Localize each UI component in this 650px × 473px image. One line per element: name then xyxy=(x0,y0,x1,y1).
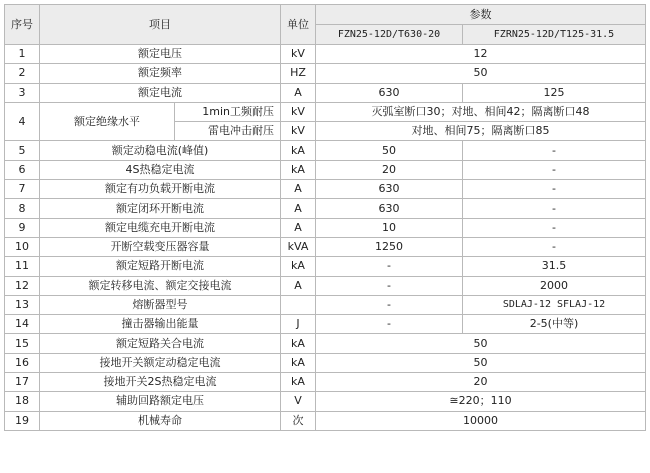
table-row xyxy=(5,411,646,430)
row-value-b: - xyxy=(463,160,646,179)
header-params: 参数 xyxy=(316,5,646,25)
row-value-a: - xyxy=(316,315,463,334)
row-value-a: 50 xyxy=(316,141,463,160)
row-unit: kVA xyxy=(281,237,316,256)
table-row xyxy=(5,315,646,334)
row-unit: A xyxy=(281,199,316,218)
row-no: 12 xyxy=(5,276,40,295)
row-item: 辅助回路额定电压 xyxy=(40,392,281,411)
row-no: 7 xyxy=(5,180,40,199)
row-value: 20 xyxy=(316,373,646,392)
row-no: 14 xyxy=(5,315,40,334)
spec-table xyxy=(4,4,646,431)
row-item: 额定频率 xyxy=(40,64,281,83)
table-row xyxy=(5,218,646,237)
row-unit: kV xyxy=(281,45,316,64)
row-value-b: 2-5(中等) xyxy=(463,315,646,334)
table-row xyxy=(5,83,646,102)
row-unit: HZ xyxy=(281,64,316,83)
table-row xyxy=(5,180,646,199)
table-row xyxy=(5,276,646,295)
row-item: 4S热稳定电流 xyxy=(40,160,281,179)
row-value-b: - xyxy=(463,237,646,256)
row-value: 50 xyxy=(316,353,646,372)
row-item: 接地开关额定动稳定电流 xyxy=(40,353,281,372)
row-value: 50 xyxy=(316,334,646,353)
row-no: 2 xyxy=(5,64,40,83)
row-no: 16 xyxy=(5,353,40,372)
row-unit: kV xyxy=(281,102,316,121)
row-value-a: - xyxy=(316,276,463,295)
row-value-b: 125 xyxy=(463,83,646,102)
row-unit: kA xyxy=(281,334,316,353)
row-unit xyxy=(281,295,316,314)
header-item: 项目 xyxy=(40,5,281,45)
row-item: 额定短路开断电流 xyxy=(40,257,281,276)
row-no: 4 xyxy=(5,102,40,141)
row-item: 额定绝缘水平 xyxy=(40,102,175,141)
header-unit: 单位 xyxy=(281,5,316,45)
row-item: 额定短路关合电流 xyxy=(40,334,281,353)
row-item: 额定电缆充电开断电流 xyxy=(40,218,281,237)
row-item: 额定转移电流、额定交接电流 xyxy=(40,276,281,295)
row-value-b: - xyxy=(463,141,646,160)
row-no: 1 xyxy=(5,45,40,64)
row-value: 灭弧室断口30；对地、相间42；隔离断口48 xyxy=(316,102,646,121)
row-value-a: 1250 xyxy=(316,237,463,256)
row-value: 10000 xyxy=(316,411,646,430)
row-value: 12 xyxy=(316,45,646,64)
table-row xyxy=(5,392,646,411)
row-value-a: - xyxy=(316,257,463,276)
row-unit: A xyxy=(281,83,316,102)
row-value-b: 2000 xyxy=(463,276,646,295)
row-no: 15 xyxy=(5,334,40,353)
header-seq: 序号 xyxy=(5,5,40,45)
row-subitem: 雷电冲击耐压 xyxy=(175,122,281,141)
header-model-a: FZN25-12D/T630-20 xyxy=(316,25,463,45)
row-value-b: SDLAJ-12 SFLAJ-12 xyxy=(463,295,646,314)
row-unit: kA xyxy=(281,141,316,160)
row-no: 11 xyxy=(5,257,40,276)
row-unit: kA xyxy=(281,257,316,276)
header-model-b: FZRN25-12D/T125-31.5 xyxy=(463,25,646,45)
row-item: 额定电流 xyxy=(40,83,281,102)
row-item: 额定电压 xyxy=(40,45,281,64)
table-row xyxy=(5,102,646,121)
row-no: 6 xyxy=(5,160,40,179)
table-row xyxy=(5,257,646,276)
row-unit: kA xyxy=(281,160,316,179)
row-unit: 次 xyxy=(281,411,316,430)
row-no: 9 xyxy=(5,218,40,237)
row-item: 撞击器输出能量 xyxy=(40,315,281,334)
table-row xyxy=(5,334,646,353)
row-value-a: 630 xyxy=(316,83,463,102)
row-unit: A xyxy=(281,180,316,199)
row-item: 熔断器型号 xyxy=(40,295,281,314)
row-no: 18 xyxy=(5,392,40,411)
row-item: 额定动稳电流(峰值) xyxy=(40,141,281,160)
row-no: 5 xyxy=(5,141,40,160)
row-no: 13 xyxy=(5,295,40,314)
row-value-b: - xyxy=(463,180,646,199)
table-row xyxy=(5,45,646,64)
row-no: 3 xyxy=(5,83,40,102)
table-row xyxy=(5,160,646,179)
row-item: 接地开关2S热稳定电流 xyxy=(40,373,281,392)
row-value: 50 xyxy=(316,64,646,83)
row-unit: kA xyxy=(281,373,316,392)
row-value-b: - xyxy=(463,199,646,218)
table-row xyxy=(5,295,646,314)
row-unit: V xyxy=(281,392,316,411)
row-value: ≅220；110 xyxy=(316,392,646,411)
row-item: 额定有功负载开断电流 xyxy=(40,180,281,199)
row-value-b: - xyxy=(463,218,646,237)
row-value-a: 20 xyxy=(316,160,463,179)
row-no: 8 xyxy=(5,199,40,218)
row-value-a: 630 xyxy=(316,199,463,218)
row-value: 对地、相间75；隔离断口85 xyxy=(316,122,646,141)
row-unit: J xyxy=(281,315,316,334)
row-no: 10 xyxy=(5,237,40,256)
row-no: 19 xyxy=(5,411,40,430)
header-row xyxy=(5,5,646,25)
table-row xyxy=(5,237,646,256)
row-unit: A xyxy=(281,276,316,295)
table-row xyxy=(5,373,646,392)
row-item: 开断空载变压器容量 xyxy=(40,237,281,256)
row-unit: kV xyxy=(281,122,316,141)
row-item: 额定闭环开断电流 xyxy=(40,199,281,218)
table-row xyxy=(5,353,646,372)
row-no: 17 xyxy=(5,373,40,392)
table-row xyxy=(5,141,646,160)
table-row xyxy=(5,64,646,83)
row-subitem: 1min工频耐压 xyxy=(175,102,281,121)
row-value-b: 31.5 xyxy=(463,257,646,276)
row-value-a: 630 xyxy=(316,180,463,199)
table-row xyxy=(5,199,646,218)
row-unit: A xyxy=(281,218,316,237)
row-item: 机械寿命 xyxy=(40,411,281,430)
row-value-a: - xyxy=(316,295,463,314)
row-value-a: 10 xyxy=(316,218,463,237)
row-unit: kA xyxy=(281,353,316,372)
